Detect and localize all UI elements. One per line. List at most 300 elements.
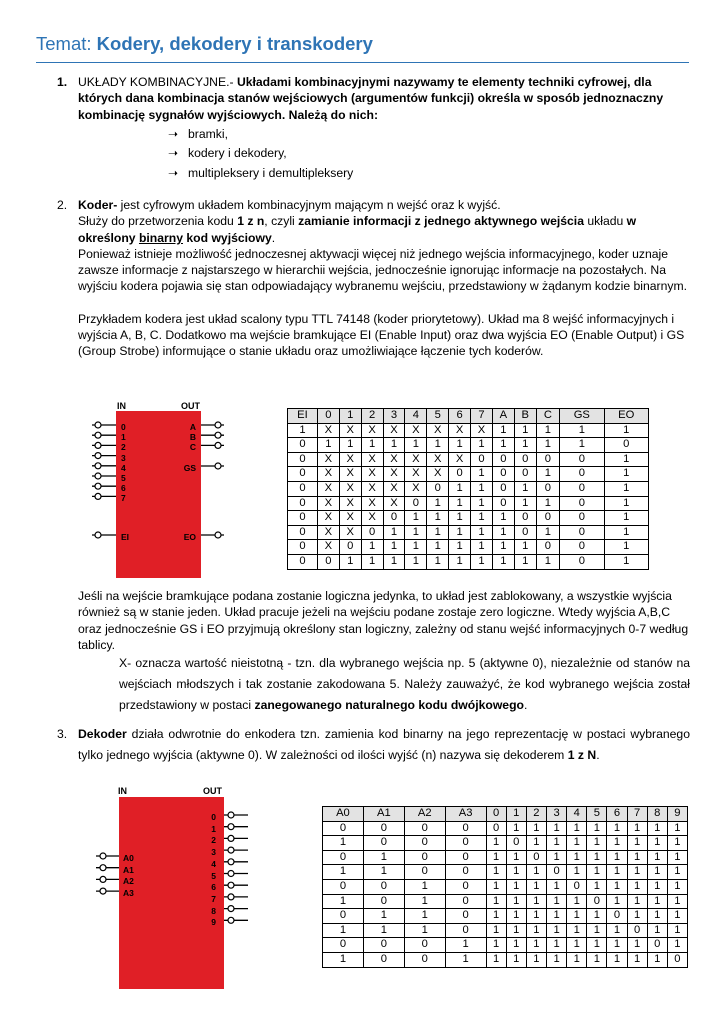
table-cell: 1 <box>506 909 526 924</box>
header-cell: 5 <box>427 409 449 424</box>
table-cell: 1 <box>604 525 649 540</box>
table-cell: 1 <box>627 879 647 894</box>
header-cell: EO <box>604 409 649 424</box>
header-cell: 1 <box>339 409 361 424</box>
input-pin-label: 4 <box>121 462 126 473</box>
table-cell: 0 <box>560 511 604 526</box>
table-cell: 1 <box>536 496 559 511</box>
table-cell: 0 <box>323 938 364 953</box>
in-label: IN <box>117 401 126 411</box>
table-row <box>288 525 649 540</box>
header-cell: 2 <box>526 807 546 822</box>
pin-bubble <box>228 882 234 888</box>
table-cell: X <box>339 452 361 467</box>
table-cell: X <box>427 467 449 482</box>
table-cell: 1 <box>647 850 667 865</box>
pin-bubble <box>100 865 106 871</box>
table-cell: 1 <box>405 525 427 540</box>
table-cell: 0 <box>363 938 404 953</box>
pin-bubble <box>228 894 234 900</box>
header-cell: 6 <box>607 807 627 822</box>
table-cell: 1 <box>405 438 427 453</box>
table-cell: 0 <box>363 879 404 894</box>
table-cell: 1 <box>514 481 536 496</box>
section-number: 1. <box>57 75 68 89</box>
pin-bubble <box>215 463 221 469</box>
output-pin-label: 8 <box>211 905 216 916</box>
input-pin-label: 0 <box>121 422 126 432</box>
input-pin-label: 6 <box>121 483 126 494</box>
header-cell: 0 <box>317 409 339 424</box>
table-cell: 1 <box>361 438 383 453</box>
table-cell: 1 <box>567 850 587 865</box>
table-cell: 1 <box>526 909 546 924</box>
table-cell: 0 <box>471 452 493 467</box>
table-cell: 1 <box>506 894 526 909</box>
table-cell: 0 <box>288 452 318 467</box>
pin-bubble <box>95 483 101 489</box>
table-cell: 1 <box>667 923 687 938</box>
table-cell: 0 <box>323 850 364 865</box>
table-cell: 1 <box>536 525 559 540</box>
table-cell: X <box>427 423 449 438</box>
table-cell: 1 <box>486 952 506 967</box>
table-cell: X <box>317 540 339 555</box>
table-cell: 1 <box>323 952 364 967</box>
table-row <box>288 554 649 569</box>
table-cell: 1 <box>339 554 361 569</box>
table-cell: X <box>361 452 383 467</box>
pin-bubble <box>228 917 234 923</box>
table-row <box>288 438 649 453</box>
table-cell: 0 <box>288 525 318 540</box>
table-cell: 1 <box>506 952 526 967</box>
output-pin-label: C <box>189 442 196 453</box>
table-cell: 1 <box>486 894 506 909</box>
table-cell: 0 <box>560 496 604 511</box>
table-cell: 1 <box>587 836 607 851</box>
section-number: 3. <box>57 727 68 741</box>
table-cell: 1 <box>587 923 607 938</box>
table-cell: 0 <box>560 452 604 467</box>
table-row <box>288 467 649 482</box>
table-row <box>288 540 649 555</box>
table-cell: 0 <box>445 865 486 880</box>
table-cell: 1 <box>492 423 514 438</box>
table-cell: 1 <box>506 879 526 894</box>
table-cell: 1 <box>647 865 667 880</box>
table-cell: 1 <box>363 909 404 924</box>
output-pin-label: 6 <box>211 882 216 893</box>
table-cell: 1 <box>667 821 687 836</box>
pin-bubble <box>100 876 106 882</box>
table-cell: 0 <box>449 467 471 482</box>
section-3: 3. Dekoder działa odwrotnie do enkodera tzn. zamienia kod binarny na jego reprezentację w postaci wybranego tylko jednego wyjścia (aktywne 0). W zależności od ilości wyjść (n) nazywa się dekoderem 1 z N. <box>78 724 690 765</box>
table-cell: 1 <box>567 952 587 967</box>
table-cell: 1 <box>667 865 687 880</box>
table-row <box>323 894 688 909</box>
table-cell: 1 <box>567 821 587 836</box>
table-cell: 1 <box>427 554 449 569</box>
pin-bubble <box>215 442 221 448</box>
table-cell: X <box>339 511 361 526</box>
table-cell: X <box>317 525 339 540</box>
table-cell: 1 <box>449 438 471 453</box>
table-row <box>323 952 688 967</box>
header-cell: 3 <box>546 807 566 822</box>
table-cell: 1 <box>647 894 667 909</box>
pin-bubble <box>215 532 221 538</box>
table-cell: 0 <box>486 821 506 836</box>
table-cell: X <box>317 481 339 496</box>
header-cell: GS <box>560 409 604 424</box>
table-cell: 1 <box>323 923 364 938</box>
table-cell: 1 <box>445 952 486 967</box>
x-note: X- oznacza wartość nieistotną - tzn. dla wybranego wejścia np. 5 (aktywne 0), niezależnie od stanów na wejściach młodszych i tak zostanie zakodowana 5. Należy zauważyć, że kod wybranego wejścia został przedstawiony w postaci zanegowanego naturalnego kodu dwójkowego. <box>119 656 690 713</box>
table-cell: 1 <box>471 554 493 569</box>
table-cell: 1 <box>449 481 471 496</box>
table-cell: 1 <box>604 554 649 569</box>
input-pin-label: 3 <box>121 452 126 463</box>
table-row <box>323 850 688 865</box>
table-cell: 1 <box>361 540 383 555</box>
pin-bubble <box>215 422 221 428</box>
table-cell: 1 <box>363 865 404 880</box>
output-pin-label: 0 <box>211 812 216 822</box>
table-cell: 1 <box>526 836 546 851</box>
koder-priority-text: Ponieważ istnieje możliwość jednoczesnej aktywacji więcej niż jednego wejścia informacyjnego, koder uznaje zawsze informacje z najstarszego w hierarchii wejścia, jednocześnie ignorując informacje na pozostałych. Na wyjściu kodera pojawia się stan odpowiadający wybranemu wejściu, przedstawiony w żądanym kodzie binarnym. <box>78 246 687 294</box>
output-pin-label: 2 <box>211 835 216 846</box>
table-cell: 0 <box>363 821 404 836</box>
pin-bubble <box>228 906 234 912</box>
input-pin-label: A0 <box>123 853 134 863</box>
table-cell: 1 <box>587 879 607 894</box>
table-cell: 1 <box>486 836 506 851</box>
table-cell: 0 <box>404 850 445 865</box>
table-row <box>288 496 649 511</box>
pin-bubble <box>100 853 106 859</box>
table-cell: 1 <box>607 894 627 909</box>
table-row <box>323 909 688 924</box>
table-cell: 1 <box>486 879 506 894</box>
table-cell: 1 <box>486 850 506 865</box>
table-cell: X <box>317 452 339 467</box>
pin-bubble <box>228 847 234 853</box>
table-cell: 1 <box>449 511 471 526</box>
table-cell: 0 <box>323 879 364 894</box>
output-pin-label: 7 <box>211 893 216 904</box>
section-number: 2. <box>57 198 68 212</box>
table-cell: 1 <box>627 836 647 851</box>
table-cell: 0 <box>323 821 364 836</box>
header-cell: A1 <box>363 807 404 822</box>
table-cell: X <box>449 423 471 438</box>
pin-bubble <box>95 493 101 499</box>
table-cell: X <box>339 423 361 438</box>
header-cell: 8 <box>647 807 667 822</box>
table-cell: 1 <box>486 865 506 880</box>
ei-pin-label: EI <box>121 532 130 542</box>
header-cell: 3 <box>383 409 405 424</box>
pin-bubble <box>95 473 101 479</box>
table-cell: 1 <box>339 438 361 453</box>
out-label: OUT <box>181 401 200 411</box>
table-cell: 0 <box>506 836 526 851</box>
pin-bubble <box>95 453 101 459</box>
table-cell: 0 <box>445 909 486 924</box>
pin-bubble <box>100 888 106 894</box>
table-cell: 0 <box>492 481 514 496</box>
table-cell: 1 <box>471 496 493 511</box>
table-cell: X <box>339 481 361 496</box>
table-cell: 1 <box>363 923 404 938</box>
output-pin-label: 5 <box>211 870 216 881</box>
table-cell: 1 <box>383 554 405 569</box>
table-cell: 0 <box>404 938 445 953</box>
table-cell: 1 <box>471 481 493 496</box>
table-cell: 1 <box>587 909 607 924</box>
table-cell: 1 <box>317 438 339 453</box>
table-row <box>323 821 688 836</box>
table-cell: 1 <box>363 850 404 865</box>
table-cell: 1 <box>486 923 506 938</box>
output-pin-label: 9 <box>211 917 216 928</box>
header-cell: 4 <box>405 409 427 424</box>
table-cell: 0 <box>445 850 486 865</box>
table-row <box>323 865 688 880</box>
table-cell: X <box>405 452 427 467</box>
table-cell: 1 <box>514 540 536 555</box>
table-cell: 1 <box>546 923 566 938</box>
arrow-icon: ➝ <box>168 126 179 141</box>
table-cell: X <box>405 467 427 482</box>
section-1 <box>57 74 690 183</box>
pin-bubble <box>95 432 101 438</box>
table-row <box>323 923 688 938</box>
table-cell: 0 <box>536 540 559 555</box>
table-cell: 1 <box>647 836 667 851</box>
table-cell: 0 <box>363 952 404 967</box>
table-cell: 1 <box>627 909 647 924</box>
table-cell: 0 <box>445 821 486 836</box>
input-pin-label: 1 <box>121 432 126 443</box>
table-cell: 1 <box>604 511 649 526</box>
table-cell: 0 <box>404 865 445 880</box>
table-cell: 1 <box>546 879 566 894</box>
table-cell: 1 <box>526 894 546 909</box>
table-cell: 1 <box>288 423 318 438</box>
table-cell: X <box>383 481 405 496</box>
table-cell: 0 <box>323 909 364 924</box>
table-cell: X <box>339 525 361 540</box>
table-cell: 1 <box>405 511 427 526</box>
table-header <box>288 409 649 424</box>
header-cell: 1 <box>506 807 526 822</box>
header-cell: A0 <box>323 807 364 822</box>
table-cell: 1 <box>506 821 526 836</box>
table-cell: X <box>361 423 383 438</box>
table-cell: X <box>427 452 449 467</box>
table-cell: 1 <box>560 423 604 438</box>
list-item: ➝ multipleksery i demultipleksery <box>78 164 690 184</box>
table-cell: 0 <box>667 952 687 967</box>
title-underline <box>36 62 689 63</box>
table-cell: 1 <box>560 438 604 453</box>
table-cell: 0 <box>514 525 536 540</box>
table-row <box>288 452 649 467</box>
table-cell: 1 <box>506 850 526 865</box>
table-cell: 0 <box>560 554 604 569</box>
header-cell: 6 <box>449 409 471 424</box>
eo-pin-label: EO <box>183 532 196 542</box>
table-cell: 0 <box>536 511 559 526</box>
table-header <box>323 807 688 822</box>
table-cell: 1 <box>567 894 587 909</box>
table-cell: X <box>383 467 405 482</box>
table-cell: 0 <box>492 496 514 511</box>
table-cell: 1 <box>526 821 546 836</box>
pin-bubble <box>215 432 221 438</box>
table-cell: 1 <box>536 423 559 438</box>
table-cell: 1 <box>471 525 493 540</box>
out-label: OUT <box>203 786 222 796</box>
table-cell: 1 <box>627 865 647 880</box>
table-cell: 0 <box>383 511 405 526</box>
encoder-truth-table <box>287 408 649 570</box>
arrow-icon: ➝ <box>168 165 179 180</box>
table-cell: 0 <box>288 554 318 569</box>
table-cell: 0 <box>288 481 318 496</box>
enable-description: Jeśli na wejście bramkujące podana zostanie logiczna jedynka, to układ jest zablokowany, a wszystkie wyjścia również są w stanie jeden. Układ pracuje jeżeli na wejściu podane zostaje zero logiczne. Wtedy wyjścia A,B,C oraz jednocześnie GS i EO przyjmują określony stan logiczny, zależny od stanu wejść informacyjnych 0-7 według tablicy. <box>78 589 689 652</box>
table-cell: X <box>405 481 427 496</box>
table-cell: 1 <box>427 511 449 526</box>
table-cell: 1 <box>383 540 405 555</box>
header-cell: 2 <box>361 409 383 424</box>
pin-bubble <box>95 532 101 538</box>
table-cell: 1 <box>587 952 607 967</box>
table-cell: 1 <box>471 438 493 453</box>
input-pin-label: 2 <box>121 442 126 453</box>
table-cell: 1 <box>404 923 445 938</box>
header-cell: 9 <box>667 807 687 822</box>
table-cell: 1 <box>546 821 566 836</box>
table-cell: 1 <box>536 467 559 482</box>
header-cell: A3 <box>445 807 486 822</box>
table-cell: 1 <box>667 938 687 953</box>
table-cell: 1 <box>383 438 405 453</box>
table-cell: 1 <box>526 938 546 953</box>
table-cell: 1 <box>405 554 427 569</box>
pin-bubble <box>95 442 101 448</box>
header-cell: C <box>536 409 559 424</box>
table-cell: 0 <box>363 894 404 909</box>
table-row <box>323 836 688 851</box>
table-cell: 1 <box>587 821 607 836</box>
table-cell: 0 <box>361 525 383 540</box>
table-cell: 0 <box>604 438 649 453</box>
table-cell: 0 <box>427 481 449 496</box>
table-cell: 1 <box>471 540 493 555</box>
table-cell: 1 <box>627 894 647 909</box>
table-cell: 0 <box>445 894 486 909</box>
arrow-icon: ➝ <box>168 146 179 161</box>
table-cell: 1 <box>427 540 449 555</box>
table-cell: 1 <box>567 865 587 880</box>
table-cell: 0 <box>288 496 318 511</box>
pin-bubble <box>95 422 101 428</box>
table-cell: 0 <box>647 938 667 953</box>
table-cell: 0 <box>526 850 546 865</box>
table-cell: 1 <box>627 821 647 836</box>
pin-bubble <box>228 871 234 877</box>
table-cell: 0 <box>404 836 445 851</box>
table-cell: 1 <box>526 923 546 938</box>
table-cell: 1 <box>486 909 506 924</box>
table-cell: 1 <box>607 952 627 967</box>
table-cell: X <box>317 496 339 511</box>
table-cell: 1 <box>667 894 687 909</box>
table-cell: 1 <box>514 438 536 453</box>
table-cell: 1 <box>647 923 667 938</box>
table-cell: 1 <box>546 894 566 909</box>
table-cell: 1 <box>667 850 687 865</box>
table-cell: 1 <box>607 879 627 894</box>
output-pin-label: B <box>189 432 196 443</box>
table-cell: 0 <box>288 467 318 482</box>
table-cell: X <box>383 496 405 511</box>
table-cell: 1 <box>471 511 493 526</box>
table-cell: 1 <box>361 554 383 569</box>
input-pin-label: 7 <box>121 493 126 504</box>
table-cell: 1 <box>383 525 405 540</box>
table-cell: 0 <box>514 452 536 467</box>
list-item: ➝ kodery i dekodery, <box>78 144 690 164</box>
table-cell: 1 <box>514 423 536 438</box>
table-cell: 0 <box>445 879 486 894</box>
table-cell: 1 <box>445 938 486 953</box>
table-cell: 1 <box>607 836 627 851</box>
header-cell: A2 <box>404 807 445 822</box>
section-2 <box>57 197 690 360</box>
table-cell: 1 <box>607 821 627 836</box>
table-cell: 1 <box>604 423 649 438</box>
table-cell: 1 <box>404 909 445 924</box>
table-cell: 1 <box>647 909 667 924</box>
table-cell: 1 <box>323 836 364 851</box>
table-cell: 0 <box>560 525 604 540</box>
table-cell: 1 <box>405 540 427 555</box>
table-cell: 1 <box>514 554 536 569</box>
table-cell: 1 <box>604 467 649 482</box>
table-cell: 1 <box>546 909 566 924</box>
table-cell: 1 <box>536 438 559 453</box>
table-cell: 0 <box>607 909 627 924</box>
table-cell: 0 <box>492 467 514 482</box>
table-cell: 1 <box>607 923 627 938</box>
table-cell: 0 <box>627 923 647 938</box>
table-cell: 1 <box>607 938 627 953</box>
table-cell: 1 <box>449 554 471 569</box>
table-cell: X <box>383 423 405 438</box>
table-cell: 1 <box>404 894 445 909</box>
table-cell: 1 <box>546 836 566 851</box>
table-cell: 0 <box>445 923 486 938</box>
input-pin-label: 5 <box>121 473 126 483</box>
koder-example-text: Przykładem kodera jest układ scalony typu TTL 74148 (koder priorytetowy). Układ ma 8 wejść informacyjnych i wyjścia A, B, C. Dodatkowo ma wejście bramkujące EI (Enable Input) oraz dwa wyjścia EO (Enable Output) i GS (Group Strobe) informujące o stanie układu oraz umożliwiające łączenie tych koderów. <box>78 311 685 359</box>
table-cell: 1 <box>546 850 566 865</box>
table-cell: 1 <box>427 496 449 511</box>
output-pin-label: A <box>189 422 196 432</box>
